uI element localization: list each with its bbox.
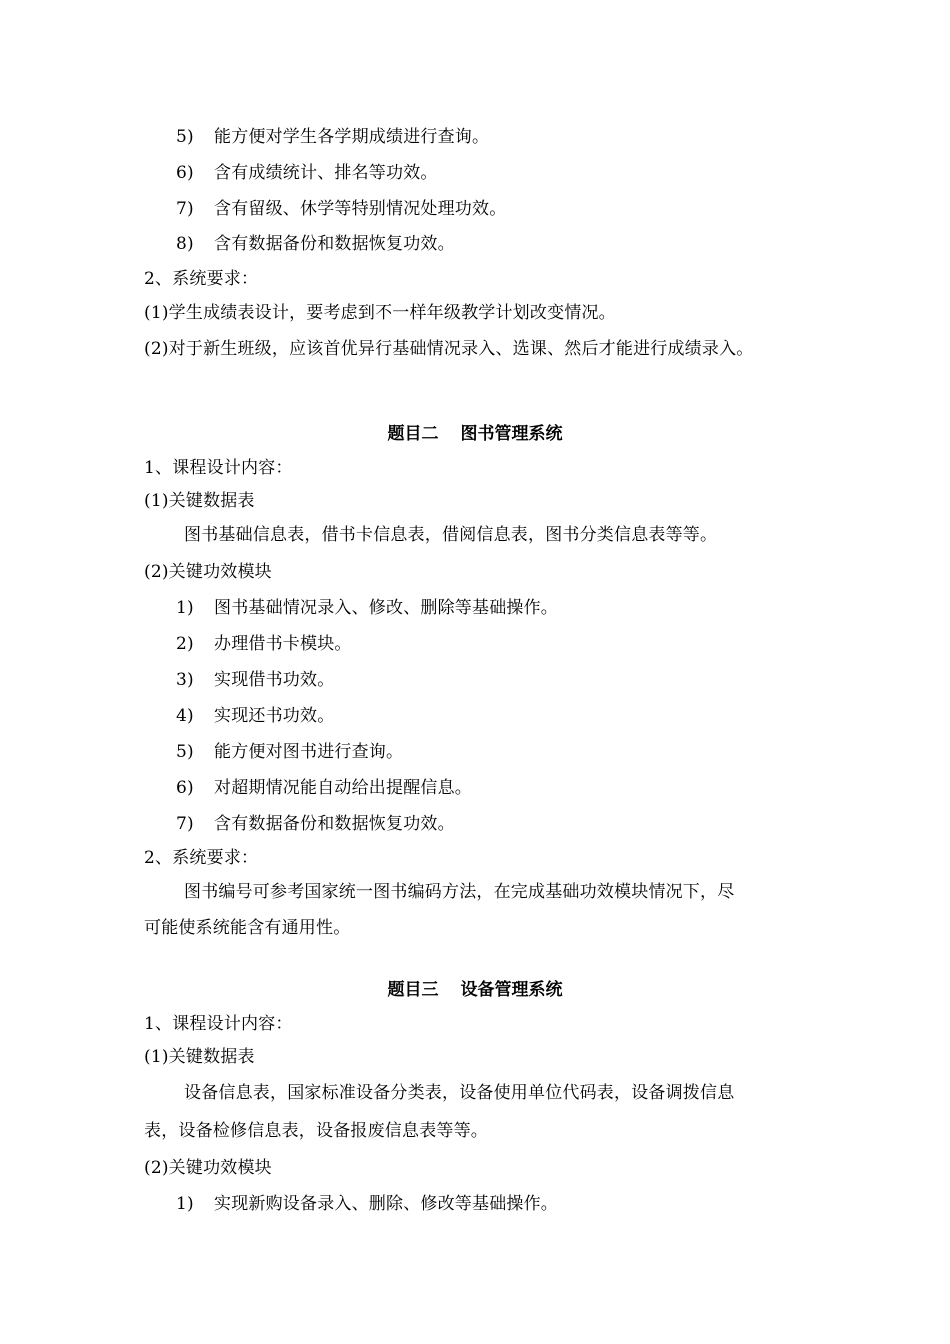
- list-item-text: 实现新购设备录入、删除、修改等基础操作。: [214, 1194, 558, 1214]
- list-item-text: 能方便对图书进行查询。: [214, 742, 404, 762]
- list-item-number: 6): [176, 163, 194, 183]
- list-item-text: 含有留级、休学等特别情况处理功效。: [214, 199, 507, 219]
- list-item-number: 7): [176, 199, 194, 219]
- requirement-text: 图书编号可参考国家统一图书编码方法，在完成基础功效模块情况下，尽: [184, 882, 735, 902]
- modules-heading: (2)关键功效模块: [144, 1158, 272, 1178]
- list-item: [176, 126, 489, 148]
- list-item: [176, 705, 334, 727]
- requirement-item: (2)对于新生班级，应该首优异行基础情况录入、选课、然后才能进行成绩录入。: [144, 339, 754, 359]
- list-item: [176, 1193, 558, 1215]
- section-title: [0, 423, 950, 445]
- list-item-number: 1): [176, 1194, 194, 1214]
- course-content-heading: 1、课程设计内容：: [144, 1014, 293, 1034]
- list-item: [176, 597, 558, 619]
- system-requirements-heading: 2、系统要求：: [144, 848, 259, 868]
- list-item-text: 能方便对学生各学期成绩进行查询。: [214, 127, 490, 147]
- list-item: [176, 233, 455, 255]
- list-item-number: 6): [176, 778, 194, 798]
- requirement-item: (1)学生成绩表设计，要考虑到不一样年级教学计划改变情况。: [144, 303, 616, 323]
- section-title-number: 题目二: [387, 424, 439, 444]
- list-item: [176, 813, 455, 835]
- list-item-text: 图书基础情况录入、修改、删除等基础操作。: [214, 598, 558, 618]
- modules-heading: (2)关键功效模块: [144, 562, 272, 582]
- data-tables-text: 设备信息表，国家标准设备分类表，设备使用单位代码表，设备调拨信息: [184, 1083, 735, 1103]
- system-requirements-heading: 2、系统要求：: [144, 269, 259, 289]
- list-item-text: 实现还书功效。: [214, 706, 335, 726]
- data-tables-heading: (1)关键数据表: [144, 491, 255, 511]
- course-content-heading: 1、课程设计内容：: [144, 458, 293, 478]
- list-item-number: 5): [176, 742, 194, 762]
- list-item-text: 对超期情况能自动给出提醒信息。: [214, 778, 472, 798]
- list-item-number: 4): [176, 706, 194, 726]
- list-item-number: 3): [176, 670, 194, 690]
- list-item: [176, 633, 352, 655]
- list-item: [176, 162, 438, 184]
- section-title: [0, 979, 950, 1001]
- section-title-name: 设备管理系统: [460, 980, 563, 1000]
- data-tables-text: 图书基础信息表，借书卡信息表，借阅信息表，图书分类信息表等等。: [184, 525, 718, 545]
- list-item-text: 实现借书功效。: [214, 670, 335, 690]
- list-item: [176, 669, 334, 691]
- list-item-text: 含有成绩统计、排名等功效。: [214, 163, 438, 183]
- list-item-number: 8): [176, 234, 194, 254]
- section-title-number: 题目三: [387, 980, 439, 1000]
- list-item: [176, 777, 472, 799]
- data-tables-heading: (1)关键数据表: [144, 1047, 255, 1067]
- list-item-number: 2): [176, 634, 194, 654]
- list-item-number: 5): [176, 127, 194, 147]
- list-item-number: 1): [176, 598, 194, 618]
- data-tables-text: 表，设备检修信息表，设备报废信息表等等。: [144, 1121, 488, 1141]
- requirement-text: 可能使系统能含有通用性。: [144, 918, 351, 938]
- list-item-number: 7): [176, 814, 194, 834]
- list-item-text: 办理借书卡模块。: [214, 634, 352, 654]
- section-title-name: 图书管理系统: [460, 424, 563, 444]
- list-item: [176, 741, 403, 763]
- list-item: [176, 198, 506, 220]
- list-item-text: 含有数据备份和数据恢复功效。: [214, 234, 455, 254]
- list-item-text: 含有数据备份和数据恢复功效。: [214, 814, 455, 834]
